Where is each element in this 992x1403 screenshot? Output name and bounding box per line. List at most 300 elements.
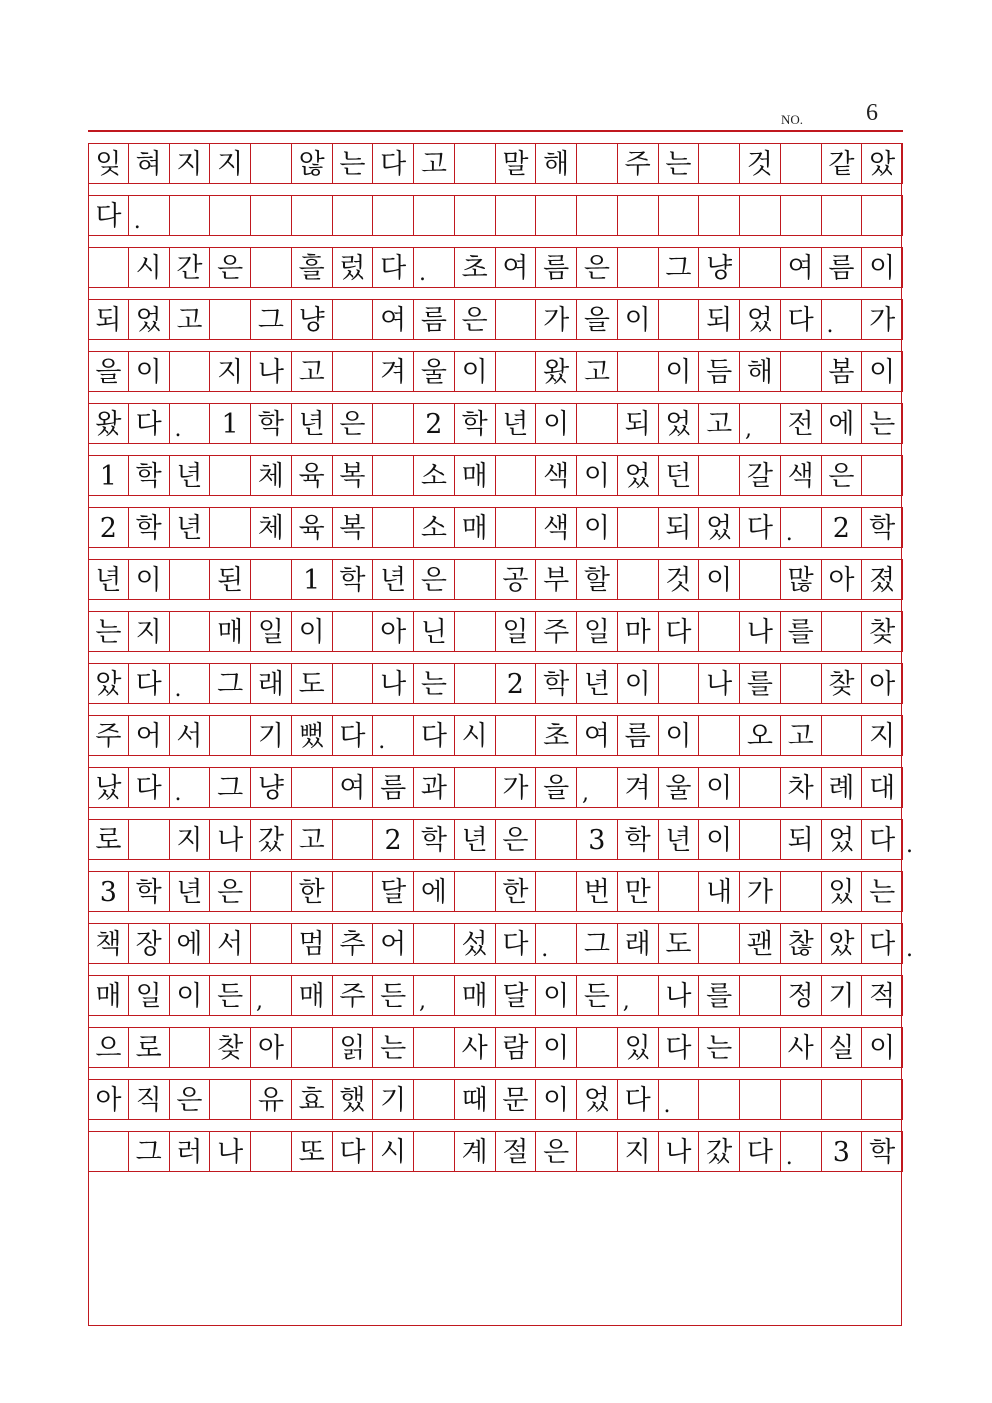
manuscript-cell: 은 — [414, 559, 455, 600]
manuscript-cell: 직 — [129, 1079, 170, 1120]
manuscript-cell: 이 — [455, 351, 496, 392]
manuscript-row — [88, 455, 903, 496]
manuscript-cell — [781, 663, 822, 704]
page-number: 6 — [866, 100, 878, 126]
manuscript-cell — [251, 1131, 292, 1172]
manuscript-cell: 고 — [292, 351, 333, 392]
manuscript-cell: 다 — [618, 1079, 659, 1120]
manuscript-cell: 이 — [129, 559, 170, 600]
manuscript-cell: 일 — [251, 611, 292, 652]
manuscript-cell: 시 — [455, 715, 496, 756]
manuscript-cell: 1 — [88, 455, 129, 496]
manuscript-cell: 부 — [536, 559, 577, 600]
manuscript-cell: 도 — [659, 923, 700, 964]
manuscript-cell: 이 — [536, 1027, 577, 1068]
manuscript-cell: 울 — [414, 351, 455, 392]
manuscript-cell — [699, 611, 740, 652]
manuscript-cell: 이 — [699, 559, 740, 600]
manuscript-cell: 서 — [210, 923, 251, 964]
manuscript-cell: 었 — [659, 403, 700, 444]
manuscript-cell: 체 — [251, 507, 292, 548]
manuscript-cell: 은 — [210, 247, 251, 288]
manuscript-cell — [740, 1027, 781, 1068]
manuscript-cell: 오 — [740, 715, 781, 756]
manuscript-cell — [373, 507, 414, 548]
manuscript-cell — [740, 975, 781, 1016]
manuscript-cell — [699, 455, 740, 496]
manuscript-cell: 서 — [170, 715, 211, 756]
manuscript-cell: 학 — [333, 559, 374, 600]
manuscript-cell: 든 — [577, 975, 618, 1016]
manuscript-cell — [822, 195, 863, 236]
manuscript-cell — [210, 1079, 251, 1120]
manuscript-cell — [333, 871, 374, 912]
manuscript-cell: 도 — [292, 663, 333, 704]
manuscript-cell: 에 — [414, 871, 455, 912]
manuscript-cell — [210, 195, 251, 236]
manuscript-cell: 가 — [496, 767, 537, 808]
manuscript-cell: 었 — [129, 299, 170, 340]
manuscript-cell: 여 — [781, 247, 822, 288]
manuscript-cell: 은 — [496, 819, 537, 860]
manuscript-cell: 뻤 — [292, 715, 333, 756]
manuscript-cell: 것 — [740, 143, 781, 184]
manuscript-row — [88, 1027, 903, 1068]
manuscript-cell: . — [659, 1079, 700, 1120]
manuscript-cell: 그 — [251, 299, 292, 340]
manuscript-cell: 나 — [210, 819, 251, 860]
manuscript-cell — [455, 559, 496, 600]
manuscript-cell: 3 — [88, 871, 129, 912]
manuscript-cell — [496, 455, 537, 496]
manuscript-cell: 되 — [88, 299, 129, 340]
manuscript-cell — [455, 767, 496, 808]
manuscript-row — [88, 559, 903, 600]
manuscript-cell: 년 — [292, 403, 333, 444]
manuscript-cell: 대 — [862, 767, 903, 808]
manuscript-cell — [618, 195, 659, 236]
manuscript-cell: 로 — [88, 819, 129, 860]
manuscript-cell: 학 — [536, 663, 577, 704]
manuscript-cell: 아 — [88, 1079, 129, 1120]
manuscript-cell: 이 — [699, 819, 740, 860]
manuscript-cell: 가 — [862, 299, 903, 340]
manuscript-cell: 되 — [618, 403, 659, 444]
manuscript-cell: 간 — [170, 247, 211, 288]
manuscript-cell: 년 — [170, 507, 211, 548]
manuscript-row — [88, 507, 903, 548]
manuscript-cell: , — [414, 975, 455, 1016]
manuscript-cell: 은 — [210, 871, 251, 912]
manuscript-cell — [251, 143, 292, 184]
manuscript-cell — [455, 143, 496, 184]
manuscript-cell: 은 — [536, 1131, 577, 1172]
manuscript-cell: 가 — [740, 871, 781, 912]
manuscript-cell: 학 — [862, 507, 903, 548]
manuscript-cell — [822, 1079, 863, 1120]
manuscript-row — [88, 975, 903, 1016]
manuscript-cell — [496, 195, 537, 236]
manuscript-cell: 았 — [822, 923, 863, 964]
manuscript-cell: 것 — [659, 559, 700, 600]
manuscript-cell — [781, 871, 822, 912]
manuscript-cell — [740, 767, 781, 808]
manuscript-cell: 색 — [781, 455, 822, 496]
manuscript-cell: 다 — [659, 1027, 700, 1068]
manuscript-cell — [170, 611, 211, 652]
manuscript-cell: 번 — [577, 871, 618, 912]
manuscript-cell: 기 — [251, 715, 292, 756]
manuscript-cell: 한 — [292, 871, 333, 912]
manuscript-cell: 기 — [822, 975, 863, 1016]
manuscript-cell: 3 — [822, 1131, 863, 1172]
manuscript-cell: 효 — [292, 1079, 333, 1120]
manuscript-cell: 는 — [862, 871, 903, 912]
manuscript-cell: 다 — [333, 1131, 374, 1172]
manuscript-cell — [373, 195, 414, 236]
manuscript-cell: 나 — [740, 611, 781, 652]
manuscript-cell: 다 — [740, 1131, 781, 1172]
manuscript-cell: 체 — [251, 455, 292, 496]
manuscript-cell: 고 — [292, 819, 333, 860]
manuscript-cell — [577, 1131, 618, 1172]
manuscript-cell — [781, 351, 822, 392]
manuscript-cell — [496, 351, 537, 392]
manuscript-cell: 왔 — [88, 403, 129, 444]
manuscript-cell: 학 — [455, 403, 496, 444]
manuscript-cell: 고 — [414, 143, 455, 184]
manuscript-cell — [88, 1131, 129, 1172]
manuscript-cell: 가 — [536, 299, 577, 340]
manuscript-cell: 름 — [822, 247, 863, 288]
manuscript-cell: 나 — [210, 1131, 251, 1172]
manuscript-cell: 지 — [862, 715, 903, 756]
manuscript-cell: 었 — [699, 507, 740, 548]
manuscript-cell: 찮 — [781, 923, 822, 964]
manuscript-cell: , — [740, 403, 781, 444]
manuscript-cell: 전 — [781, 403, 822, 444]
manuscript-cell: 주 — [536, 611, 577, 652]
manuscript-cell: 시 — [129, 247, 170, 288]
manuscript-cell — [822, 715, 863, 756]
manuscript-cell: 읽 — [333, 1027, 374, 1068]
manuscript-cell: 는 — [88, 611, 129, 652]
manuscript-cell: 은 — [333, 403, 374, 444]
manuscript-cell: 주 — [333, 975, 374, 1016]
manuscript-cell: . — [781, 507, 822, 548]
manuscript-cell: 듬 — [699, 351, 740, 392]
manuscript-row — [88, 767, 903, 808]
manuscript-cell: 이 — [699, 767, 740, 808]
manuscript-cell: 겨 — [618, 767, 659, 808]
manuscript-cell — [210, 455, 251, 496]
manuscript-cell: 만 — [618, 871, 659, 912]
manuscript-cell: 같 — [822, 143, 863, 184]
manuscript-cell — [414, 195, 455, 236]
manuscript-cell: 초 — [455, 247, 496, 288]
manuscript-cell: 지 — [618, 1131, 659, 1172]
manuscript-cell: 매 — [88, 975, 129, 1016]
manuscript-cell: 다 — [862, 819, 903, 860]
manuscript-cell: 학 — [129, 507, 170, 548]
manuscript-cell: 지 — [210, 351, 251, 392]
manuscript-cell: 그 — [210, 663, 251, 704]
manuscript-cell: 그 — [577, 923, 618, 964]
manuscript-cell: 이 — [862, 1027, 903, 1068]
manuscript-cell: 나 — [659, 1131, 700, 1172]
manuscript-cell: 를 — [699, 975, 740, 1016]
manuscript-cell: 년 — [455, 819, 496, 860]
manuscript-cell: 에 — [170, 923, 211, 964]
manuscript-cell: 섰 — [455, 923, 496, 964]
manuscript-cell: 있 — [618, 1027, 659, 1068]
manuscript-cell — [170, 1027, 211, 1068]
manuscript-cell: 혀 — [129, 143, 170, 184]
manuscript-cell: 은 — [822, 455, 863, 496]
manuscript-cell — [455, 195, 496, 236]
manuscript-row — [88, 299, 903, 340]
manuscript-cell — [292, 195, 333, 236]
manuscript-cell: 이 — [577, 455, 618, 496]
manuscript-cell — [333, 819, 374, 860]
manuscript-cell: 주 — [88, 715, 129, 756]
manuscript-cell: 찾 — [862, 611, 903, 652]
manuscript-cell: 는 — [699, 1027, 740, 1068]
manuscript-cell: 매 — [455, 455, 496, 496]
manuscript-cell: 아 — [251, 1027, 292, 1068]
manuscript-cell — [170, 195, 211, 236]
manuscript-cell — [740, 247, 781, 288]
manuscript-cell: 색 — [536, 507, 577, 548]
manuscript-cell: 이 — [659, 351, 700, 392]
manuscript-cell: 을 — [88, 351, 129, 392]
manuscript-cell — [210, 299, 251, 340]
manuscript-cell: 냥 — [699, 247, 740, 288]
manuscript-row — [88, 715, 903, 756]
manuscript-cell: 다 — [659, 611, 700, 652]
manuscript-cell: 많 — [781, 559, 822, 600]
manuscript-cell: . — [781, 1131, 822, 1172]
manuscript-cell — [740, 195, 781, 236]
manuscript-cell: 했 — [333, 1079, 374, 1120]
manuscript-cell: 유 — [251, 1079, 292, 1120]
manuscript-cell: 학 — [618, 819, 659, 860]
manuscript-cell: 렀 — [333, 247, 374, 288]
header-rule — [88, 130, 903, 132]
manuscript-cell: 학 — [862, 1131, 903, 1172]
manuscript-cell: 되 — [659, 507, 700, 548]
manuscript-cell: 학 — [251, 403, 292, 444]
manuscript-cell: 있 — [822, 871, 863, 912]
manuscript-cell: 학 — [129, 455, 170, 496]
manuscript-cell: . — [822, 299, 863, 340]
manuscript-cell — [455, 611, 496, 652]
manuscript-cell: 었 — [577, 1079, 618, 1120]
manuscript-cell — [536, 819, 577, 860]
manuscript-cell: 로 — [129, 1027, 170, 1068]
manuscript-cell: 는 — [333, 143, 374, 184]
manuscript-cell: 다 — [129, 403, 170, 444]
manuscript-row — [88, 663, 903, 704]
manuscript-cell: 어 — [129, 715, 170, 756]
manuscript-cell: 일 — [129, 975, 170, 1016]
manuscript-cell: 고 — [170, 299, 211, 340]
manuscript-cell: . — [129, 195, 170, 236]
manuscript-cell — [210, 715, 251, 756]
manuscript-cell — [862, 455, 903, 496]
manuscript-cell: 은 — [455, 299, 496, 340]
manuscript-cell: 찾 — [822, 663, 863, 704]
manuscript-cell — [292, 767, 333, 808]
manuscript-cell: , — [577, 767, 618, 808]
manuscript-cell: 년 — [373, 559, 414, 600]
manuscript-cell: 갈 — [740, 455, 781, 496]
manuscript-cell — [618, 247, 659, 288]
manuscript-cell: 나 — [251, 351, 292, 392]
manuscript-cell — [251, 247, 292, 288]
manuscript-cell — [455, 871, 496, 912]
manuscript-cell: 름 — [536, 247, 577, 288]
manuscript-cell: 냥 — [292, 299, 333, 340]
manuscript-cell: 과 — [414, 767, 455, 808]
manuscript-cell — [333, 195, 374, 236]
manuscript-cell — [781, 195, 822, 236]
manuscript-cell: 다 — [373, 247, 414, 288]
manuscript-cell: 으 — [88, 1027, 129, 1068]
manuscript-cell — [373, 455, 414, 496]
manuscript-cell: 울 — [659, 767, 700, 808]
manuscript-cell: 할 — [577, 559, 618, 600]
manuscript-cell — [333, 663, 374, 704]
manuscript-cell — [618, 559, 659, 600]
manuscript-cell — [822, 611, 863, 652]
manuscript-cell — [699, 195, 740, 236]
manuscript-cell: 사 — [455, 1027, 496, 1068]
manuscript-cell — [170, 559, 211, 600]
manuscript-cell: 이 — [536, 403, 577, 444]
manuscript-cell: 아 — [822, 559, 863, 600]
manuscript-cell — [740, 819, 781, 860]
manuscript-cell: 육 — [292, 507, 333, 548]
manuscript-row — [88, 1131, 903, 1172]
manuscript-cell: 그 — [210, 767, 251, 808]
manuscript-cell — [496, 299, 537, 340]
manuscript-cell: 다 — [496, 923, 537, 964]
manuscript-cell: 한 — [496, 871, 537, 912]
manuscript-cell — [699, 143, 740, 184]
manuscript-cell: 해 — [740, 351, 781, 392]
manuscript-cell: 초 — [536, 715, 577, 756]
manuscript-cell — [659, 195, 700, 236]
manuscript-cell: 갔 — [251, 819, 292, 860]
manuscript-row — [88, 819, 903, 860]
manuscript-cell: 다 — [414, 715, 455, 756]
manuscript-cell: 여 — [577, 715, 618, 756]
manuscript-cell — [618, 351, 659, 392]
manuscript-cell: 이 — [862, 247, 903, 288]
manuscript-cell — [577, 143, 618, 184]
manuscript-cell: 잊 — [88, 143, 129, 184]
manuscript-cell: 는 — [414, 663, 455, 704]
manuscript-cell — [862, 195, 903, 236]
manuscript-cell: 적 — [862, 975, 903, 1016]
manuscript-cell: 지 — [210, 143, 251, 184]
manuscript-cell: 름 — [414, 299, 455, 340]
manuscript-cell — [333, 351, 374, 392]
manuscript-cell: 지 — [129, 611, 170, 652]
manuscript-cell: 었 — [618, 455, 659, 496]
manuscript-cell: 1 — [292, 559, 333, 600]
manuscript-cell: 겨 — [373, 351, 414, 392]
manuscript-cell: 년 — [88, 559, 129, 600]
manuscript-cell: 차 — [781, 767, 822, 808]
manuscript-cell — [129, 819, 170, 860]
manuscript-cell — [577, 195, 618, 236]
manuscript-cell — [781, 143, 822, 184]
manuscript-cell: 나 — [373, 663, 414, 704]
manuscript-cell: 매 — [455, 975, 496, 1016]
manuscript-cell: 매 — [292, 975, 333, 1016]
manuscript-row — [88, 1079, 903, 1120]
manuscript-cell: 냥 — [251, 767, 292, 808]
manuscript-cell: 다 — [129, 663, 170, 704]
manuscript-cell: 멈 — [292, 923, 333, 964]
manuscript-cell: 름 — [618, 715, 659, 756]
manuscript-cell: 색 — [536, 455, 577, 496]
manuscript-cell: 은 — [170, 1079, 211, 1120]
manuscript-cell — [251, 871, 292, 912]
manuscript-cell: 어 — [373, 923, 414, 964]
manuscript-cell: 년 — [170, 871, 211, 912]
manuscript-cell: 복 — [333, 455, 374, 496]
manuscript-cell — [414, 1079, 455, 1120]
manuscript-cell: 흘 — [292, 247, 333, 288]
manuscript-row — [88, 403, 903, 444]
manuscript-cell: 이 — [129, 351, 170, 392]
manuscript-cell: 이 — [536, 975, 577, 1016]
manuscript-cell — [88, 247, 129, 288]
manuscript-cell: 다 — [862, 923, 903, 964]
manuscript-cell: 다 — [88, 195, 129, 236]
manuscript-cell: . — [414, 247, 455, 288]
manuscript-cell: 된 — [210, 559, 251, 600]
manuscript-cell: 고 — [781, 715, 822, 756]
manuscript-cell — [414, 1131, 455, 1172]
manuscript-cell: . — [373, 715, 414, 756]
manuscript-cell — [862, 1079, 903, 1120]
manuscript-cell: 다 — [740, 507, 781, 548]
manuscript-cell: , — [251, 975, 292, 1016]
manuscript-cell: 다 — [781, 299, 822, 340]
manuscript-cell: 매 — [455, 507, 496, 548]
manuscript-cell: 않 — [292, 143, 333, 184]
manuscript-cell: 다 — [129, 767, 170, 808]
manuscript-cell: 되 — [781, 819, 822, 860]
manuscript-cell: 때 — [455, 1079, 496, 1120]
manuscript-cell: 를 — [740, 663, 781, 704]
manuscript-cell: 계 — [455, 1131, 496, 1172]
manuscript-cell: 달 — [496, 975, 537, 1016]
manuscript-cell — [536, 871, 577, 912]
manuscript-row — [88, 611, 903, 652]
manuscript-cell — [251, 923, 292, 964]
overflow-punctuation: . — [906, 833, 913, 858]
manuscript-cell: 공 — [496, 559, 537, 600]
manuscript-cell: 이 — [170, 975, 211, 1016]
manuscript-cell: 문 — [496, 1079, 537, 1120]
manuscript-cell: 내 — [699, 871, 740, 912]
manuscript-cell — [414, 923, 455, 964]
